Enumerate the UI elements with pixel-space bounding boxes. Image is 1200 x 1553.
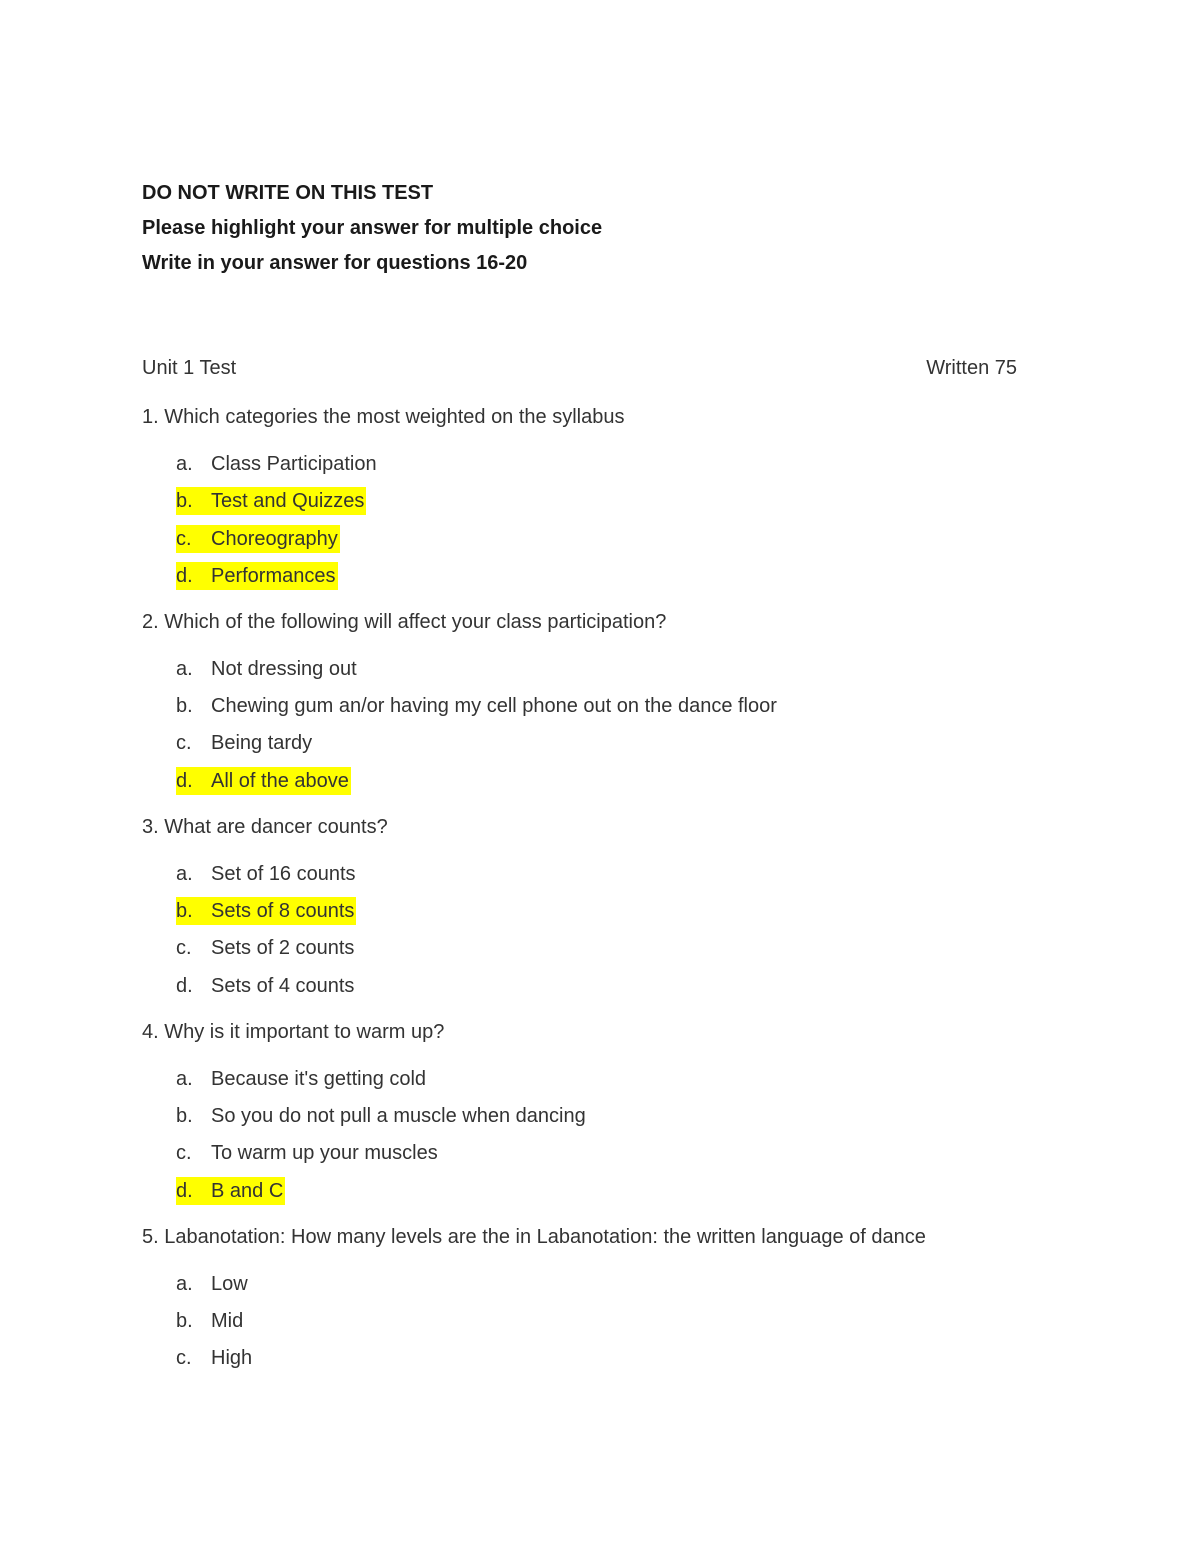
question [142, 402, 1017, 590]
option-content [176, 1307, 245, 1335]
option-list [142, 1065, 1017, 1205]
option-letter: b. [176, 490, 193, 513]
option-letter: d. [176, 769, 193, 792]
option-content [176, 1177, 285, 1205]
question [142, 1222, 1017, 1373]
answer-option[interactable] [176, 1065, 1017, 1093]
option-letter: d. [176, 974, 193, 997]
question [142, 1017, 1017, 1205]
option-text: Choreography [211, 527, 338, 550]
answer-option[interactable] [176, 655, 1017, 683]
option-letter: c. [176, 1142, 192, 1165]
option-text: Test and Quizzes [211, 490, 365, 513]
answer-option[interactable] [176, 1307, 1017, 1335]
answer-option[interactable] [176, 1139, 1017, 1167]
answer-option-highlighted[interactable] [176, 1177, 1017, 1205]
option-list [142, 1270, 1017, 1373]
instruction-line: Please highlight your answer for multiple choice [142, 217, 603, 239]
option-letter: a. [176, 453, 193, 475]
instruction-line: DO NOT WRITE ON THIS TEST [142, 182, 434, 204]
test-page [142, 176, 1017, 1389]
answer-option-highlighted[interactable] [176, 897, 1017, 925]
test-header [142, 353, 1017, 383]
option-text: Sets of 8 counts [211, 900, 355, 923]
option-letter: c. [176, 732, 192, 755]
option-letter: b. [176, 1309, 193, 1332]
option-text: Class Participation [211, 453, 377, 475]
answer-option[interactable] [176, 860, 1017, 888]
question-text: 1. Which categories the most weighted on the syllabus [142, 406, 625, 428]
option-text: Mid [211, 1309, 244, 1332]
option-content [176, 934, 356, 962]
option-text: Sets of 2 counts [211, 937, 355, 960]
answer-option-highlighted[interactable] [176, 525, 1017, 553]
answer-option[interactable] [176, 934, 1017, 962]
option-letter: b. [176, 1104, 193, 1127]
answer-option[interactable] [176, 972, 1017, 1000]
option-content [176, 1344, 254, 1372]
answer-option-highlighted[interactable] [176, 767, 1017, 795]
option-letter: c. [176, 937, 192, 960]
option-text: To warm up your muscles [211, 1142, 438, 1165]
option-letter: c. [176, 527, 192, 550]
option-letter: c. [176, 1347, 192, 1370]
answer-option[interactable] [176, 450, 1017, 478]
option-letter: d. [176, 1179, 193, 1202]
test-title: Unit 1 Test [142, 357, 237, 379]
option-text: High [211, 1347, 253, 1370]
option-letter: b. [176, 900, 193, 923]
option-content [176, 487, 366, 515]
option-text: Because it's getting cold [211, 1067, 427, 1090]
option-letter: b. [176, 695, 193, 718]
instructions [142, 176, 1017, 281]
option-content [176, 1139, 440, 1167]
option-letter: a. [176, 1067, 193, 1090]
option-content [176, 897, 356, 925]
option-text: Set of 16 counts [211, 862, 356, 885]
answer-option[interactable] [176, 1344, 1017, 1372]
option-content [176, 692, 779, 720]
option-letter: a. [176, 862, 193, 885]
option-text: Low [211, 1272, 248, 1295]
option-content [176, 525, 340, 553]
option-text: Performances [211, 564, 336, 587]
option-content [176, 860, 358, 888]
option-content [176, 655, 359, 683]
option-content [176, 729, 314, 757]
question-text: 3. What are dancer counts? [142, 815, 388, 838]
option-list [142, 860, 1017, 1000]
option-content [176, 1065, 428, 1093]
answer-option-highlighted[interactable] [176, 562, 1017, 590]
option-text: Being tardy [211, 732, 313, 755]
answer-option[interactable] [176, 729, 1017, 757]
question [142, 812, 1017, 1000]
option-list [142, 450, 1017, 590]
option-text: Sets of 4 counts [211, 974, 355, 997]
test-type-label: Written 75 [926, 357, 1017, 379]
option-letter: d. [176, 564, 193, 587]
answer-option[interactable] [176, 1270, 1017, 1298]
answer-option[interactable] [176, 1102, 1017, 1130]
option-letter: a. [176, 657, 193, 680]
option-list [142, 655, 1017, 795]
answer-option[interactable] [176, 692, 1017, 720]
option-text: Not dressing out [211, 657, 357, 680]
question [142, 607, 1017, 795]
answer-option-highlighted[interactable] [176, 487, 1017, 515]
question-text: 5. Labanotation: How many levels are the in Labanotation: the written language of dance [142, 1225, 926, 1248]
option-content [176, 1102, 588, 1130]
option-content [176, 972, 356, 1000]
option-content [176, 562, 338, 590]
question-text: 4. Why is it important to warm up? [142, 1020, 445, 1043]
option-text: Chewing gum an/or having my cell phone out on the dance floor [211, 695, 777, 718]
option-text: So you do not pull a muscle when dancing [211, 1104, 586, 1127]
option-content [176, 1270, 250, 1298]
question-list [142, 402, 1017, 1372]
instruction-line: Write in your answer for questions 16-20 [142, 252, 528, 274]
option-letter: a. [176, 1272, 193, 1295]
option-text: All of the above [211, 769, 349, 792]
option-text: B and C [211, 1179, 284, 1202]
question-text: 2. Which of the following will affect your class participation? [142, 610, 667, 633]
option-content [176, 767, 351, 795]
option-content [176, 450, 379, 478]
